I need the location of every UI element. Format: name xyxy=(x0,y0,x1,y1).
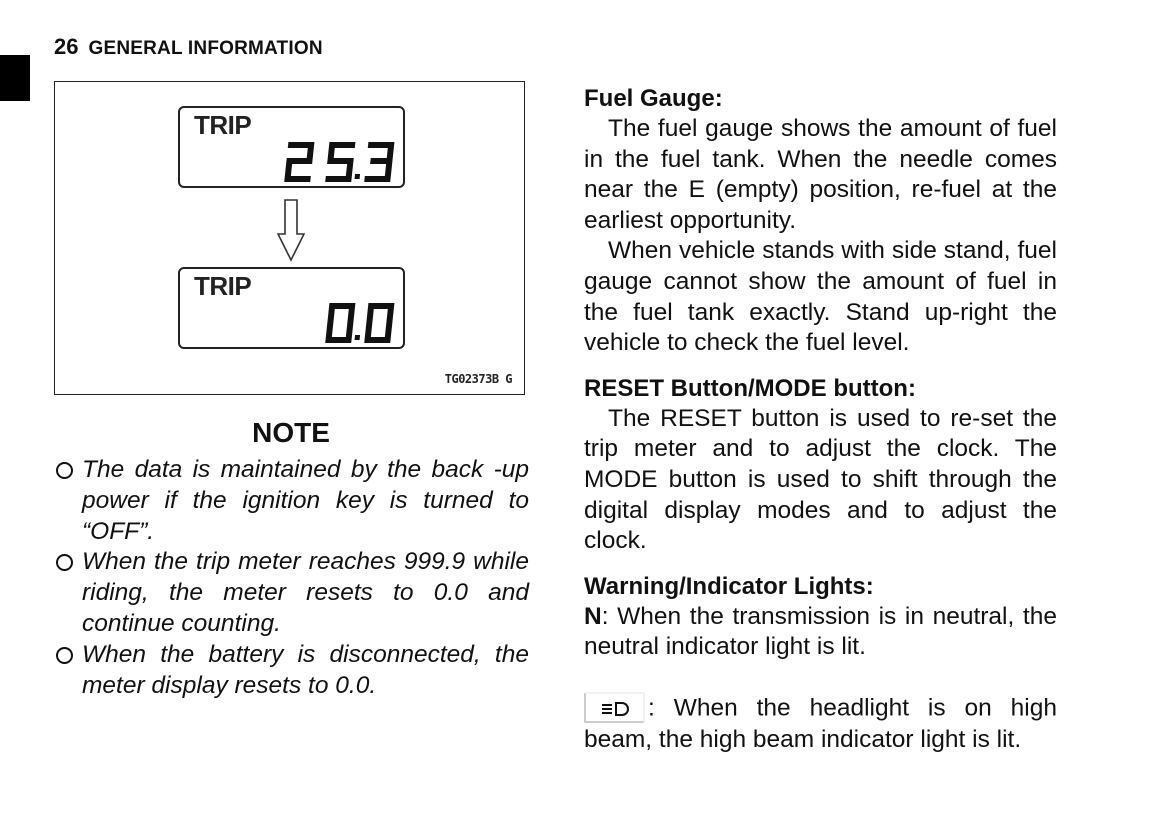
trip-display-after xyxy=(178,267,405,349)
trip-value-digits xyxy=(180,269,403,347)
reset-mode-paragraph: The RESET button is used to re-set the trip meter and to adjust the clock. The MODE button is used to shift through the digital display modes and to adjust the clock. xyxy=(584,404,1057,555)
fuel-gauge-paragraph: When vehicle stands with side stand, fuel gauge cannot show the amount of fuel in the fuel tank exactly. Stand up-right the vehicle to check the fuel level. xyxy=(584,237,1057,357)
page-title: GENERAL INFORMATION xyxy=(88,38,323,59)
circle-bullet-icon xyxy=(56,554,73,571)
page-header xyxy=(54,34,323,60)
right-column xyxy=(584,84,1057,756)
trip-value-digits xyxy=(180,108,403,186)
trip-label: TRIP xyxy=(194,271,252,301)
trip-label: TRIP xyxy=(194,110,252,140)
high-beam-icon xyxy=(584,691,646,723)
circle-bullet-icon xyxy=(56,647,73,664)
circle-bullet-icon xyxy=(56,462,73,479)
note-item: When the battery is disconnected, the meter display resets to 0.0. xyxy=(56,640,529,702)
trip-display-before xyxy=(178,106,405,188)
neutral-key: N xyxy=(584,602,602,630)
fuel-gauge-paragraph: The fuel gauge shows the amount of fuel in the fuel tank. When the needle comes near the E (empty) position, re-fuel at the earliest opportunity. xyxy=(584,115,1057,234)
note-heading: NOTE xyxy=(252,417,330,448)
neutral-indicator-paragraph: N: When the transmission is in neutral, the neutral indicator light is lit. xyxy=(584,602,1057,661)
note-item: When the trip meter reaches 999.9 while riding, the meter resets to 0.0 and continue counting. xyxy=(56,547,529,639)
trip-meter-figure xyxy=(54,81,525,395)
high-beam-paragraph: : When the headlight is on high beam, the high beam indicator light is lit. xyxy=(584,693,1057,756)
indicator-lights-heading: Warning/Indicator Lights: xyxy=(584,572,874,600)
down-arrow-icon xyxy=(277,198,305,262)
fuel-gauge-heading: Fuel Gauge: xyxy=(584,85,723,112)
figure-code: TG02373B G xyxy=(444,372,512,386)
thumb-tab xyxy=(0,55,30,101)
reset-mode-heading: RESET Button/MODE button: xyxy=(584,374,916,402)
page-number: 26 xyxy=(54,34,79,59)
note-list xyxy=(56,455,529,701)
note-item: The data is maintained by the back -up power if the ignition key is turned to “OFF”. xyxy=(56,455,529,547)
